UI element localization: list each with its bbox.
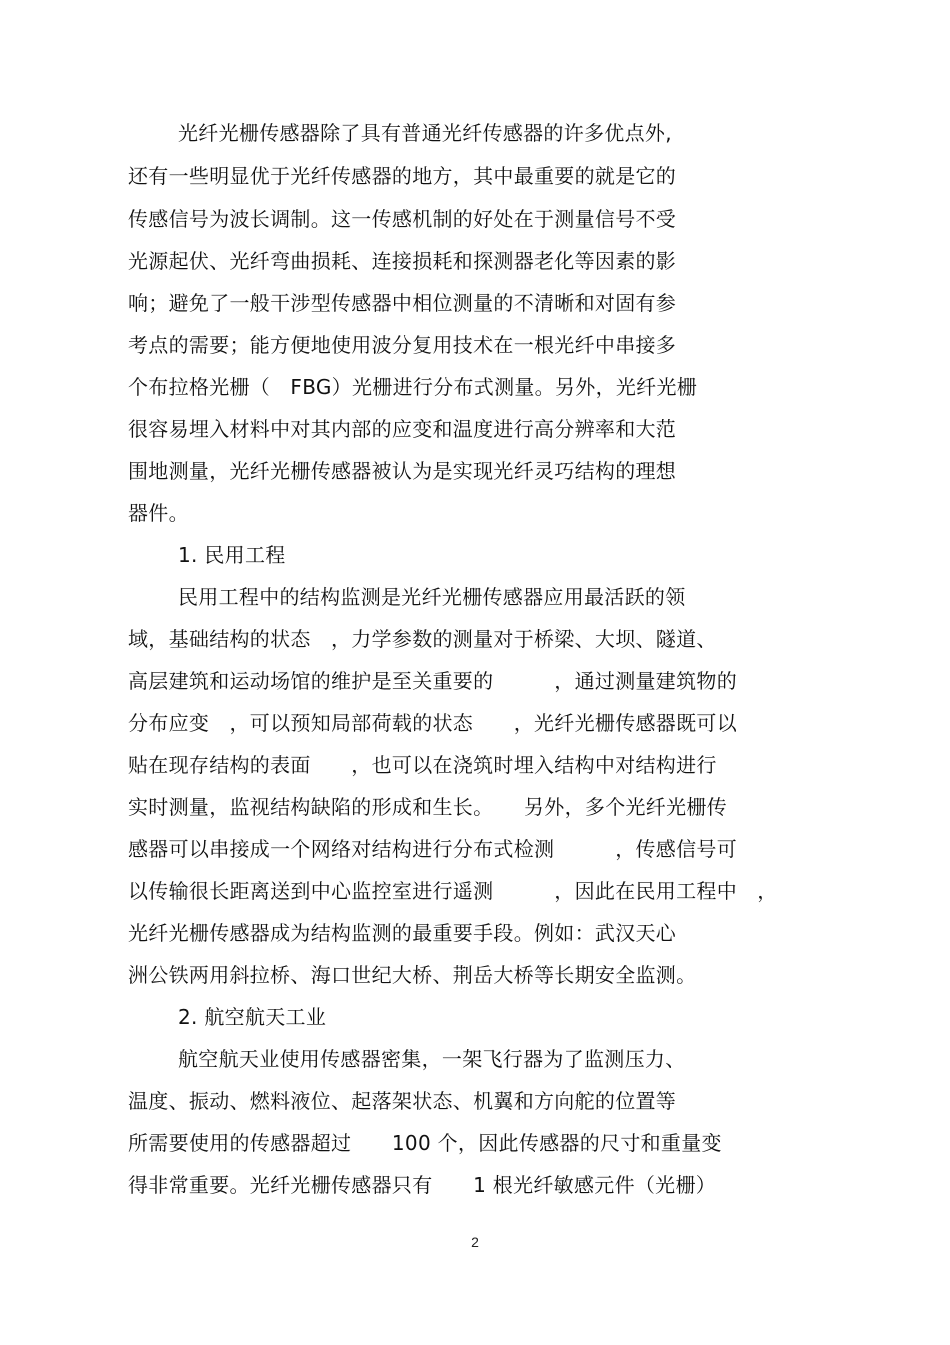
paragraph-line: 洲公铁两用斜拉桥、海口世纪大桥、荆岳大桥等长期安全监测。	[128, 963, 697, 987]
paragraph-line: 温度、振动、燃料液位、起落架状态、机翼和方向舵的位置等	[128, 1089, 677, 1113]
paragraph-line: 光源起伏、光纤弯曲损耗、连接损耗和探测器老化等因素的影	[128, 249, 677, 273]
paragraph-line: 域，基础结构的状态 ，力学参数的测量对于桥梁、大坝、隧道、	[128, 627, 717, 651]
paragraph-line: 感器可以串接成一个网络对结构进行分布式检测 ，传感信号可	[128, 837, 737, 861]
paragraph-line: 光纤光栅传感器除了具有普通光纤传感器的许多优点外,	[178, 121, 672, 145]
paragraph-line: 传感信号为波长调制。这一传感机制的好处在于测量信号不受	[128, 207, 677, 231]
paragraph-line: 贴在现存结构的表面 ，也可以在浇筑时埋入结构中对结构进行	[128, 753, 717, 777]
paragraph-line: 很容易埋入材料中对其内部的应变和温度进行高分辨率和大范	[128, 417, 677, 441]
paragraph-line: 实时测量，监视结构缺陷的形成和生长。 另外，多个光纤光栅传	[128, 795, 727, 819]
page-number: 2	[471, 1234, 479, 1250]
paragraph-line: 器件。	[128, 501, 189, 525]
paragraph-line: 所需要使用的传感器超过 100 个，因此传感器的尺寸和重量变	[128, 1131, 722, 1155]
paragraph-line: 以传输很长距离送到中心监控室进行遥测 ，因此在民用工程中 ，	[128, 879, 778, 903]
paragraph-line: 得非常重要。光纤光栅传感器只有 1 根光纤敏感元件（光栅）	[128, 1173, 717, 1197]
paragraph-line: 民用工程中的结构监测是光纤光栅传感器应用最活跃的领	[178, 585, 686, 609]
paragraph-line: 航空航天业使用传感器密集，一架飞行器为了监测压力、	[178, 1047, 686, 1071]
section-heading: 2. 航空航天工业	[178, 1005, 327, 1029]
paragraph-line: 考点的需要；能方便地使用波分复用技术在一根光纤中串接多	[128, 333, 677, 357]
paragraph-line: 高层建筑和运动场馆的维护是至关重要的 ，通过测量建筑物的	[128, 669, 737, 693]
paragraph-line: 分布应变 ，可以预知局部荷载的状态 ，光纤光栅传感器既可以	[128, 711, 737, 735]
paragraph-line: 光纤光栅传感器成为结构监测的最重要手段。例如：武汉天心	[128, 921, 677, 945]
paragraph-line: 围地测量，光纤光栅传感器被认为是实现光纤灵巧结构的理想	[128, 459, 677, 483]
paragraph-line: 响；避免了一般干涉型传感器中相位测量的不清晰和对固有参	[128, 291, 677, 315]
paragraph-line: 还有一些明显优于光纤传感器的地方，其中最重要的就是它的	[128, 164, 677, 188]
paragraph-line: 个布拉格光栅（ FBG）光栅进行分布式测量。另外，光纤光栅	[128, 375, 698, 399]
section-heading: 1. 民用工程	[178, 543, 286, 567]
